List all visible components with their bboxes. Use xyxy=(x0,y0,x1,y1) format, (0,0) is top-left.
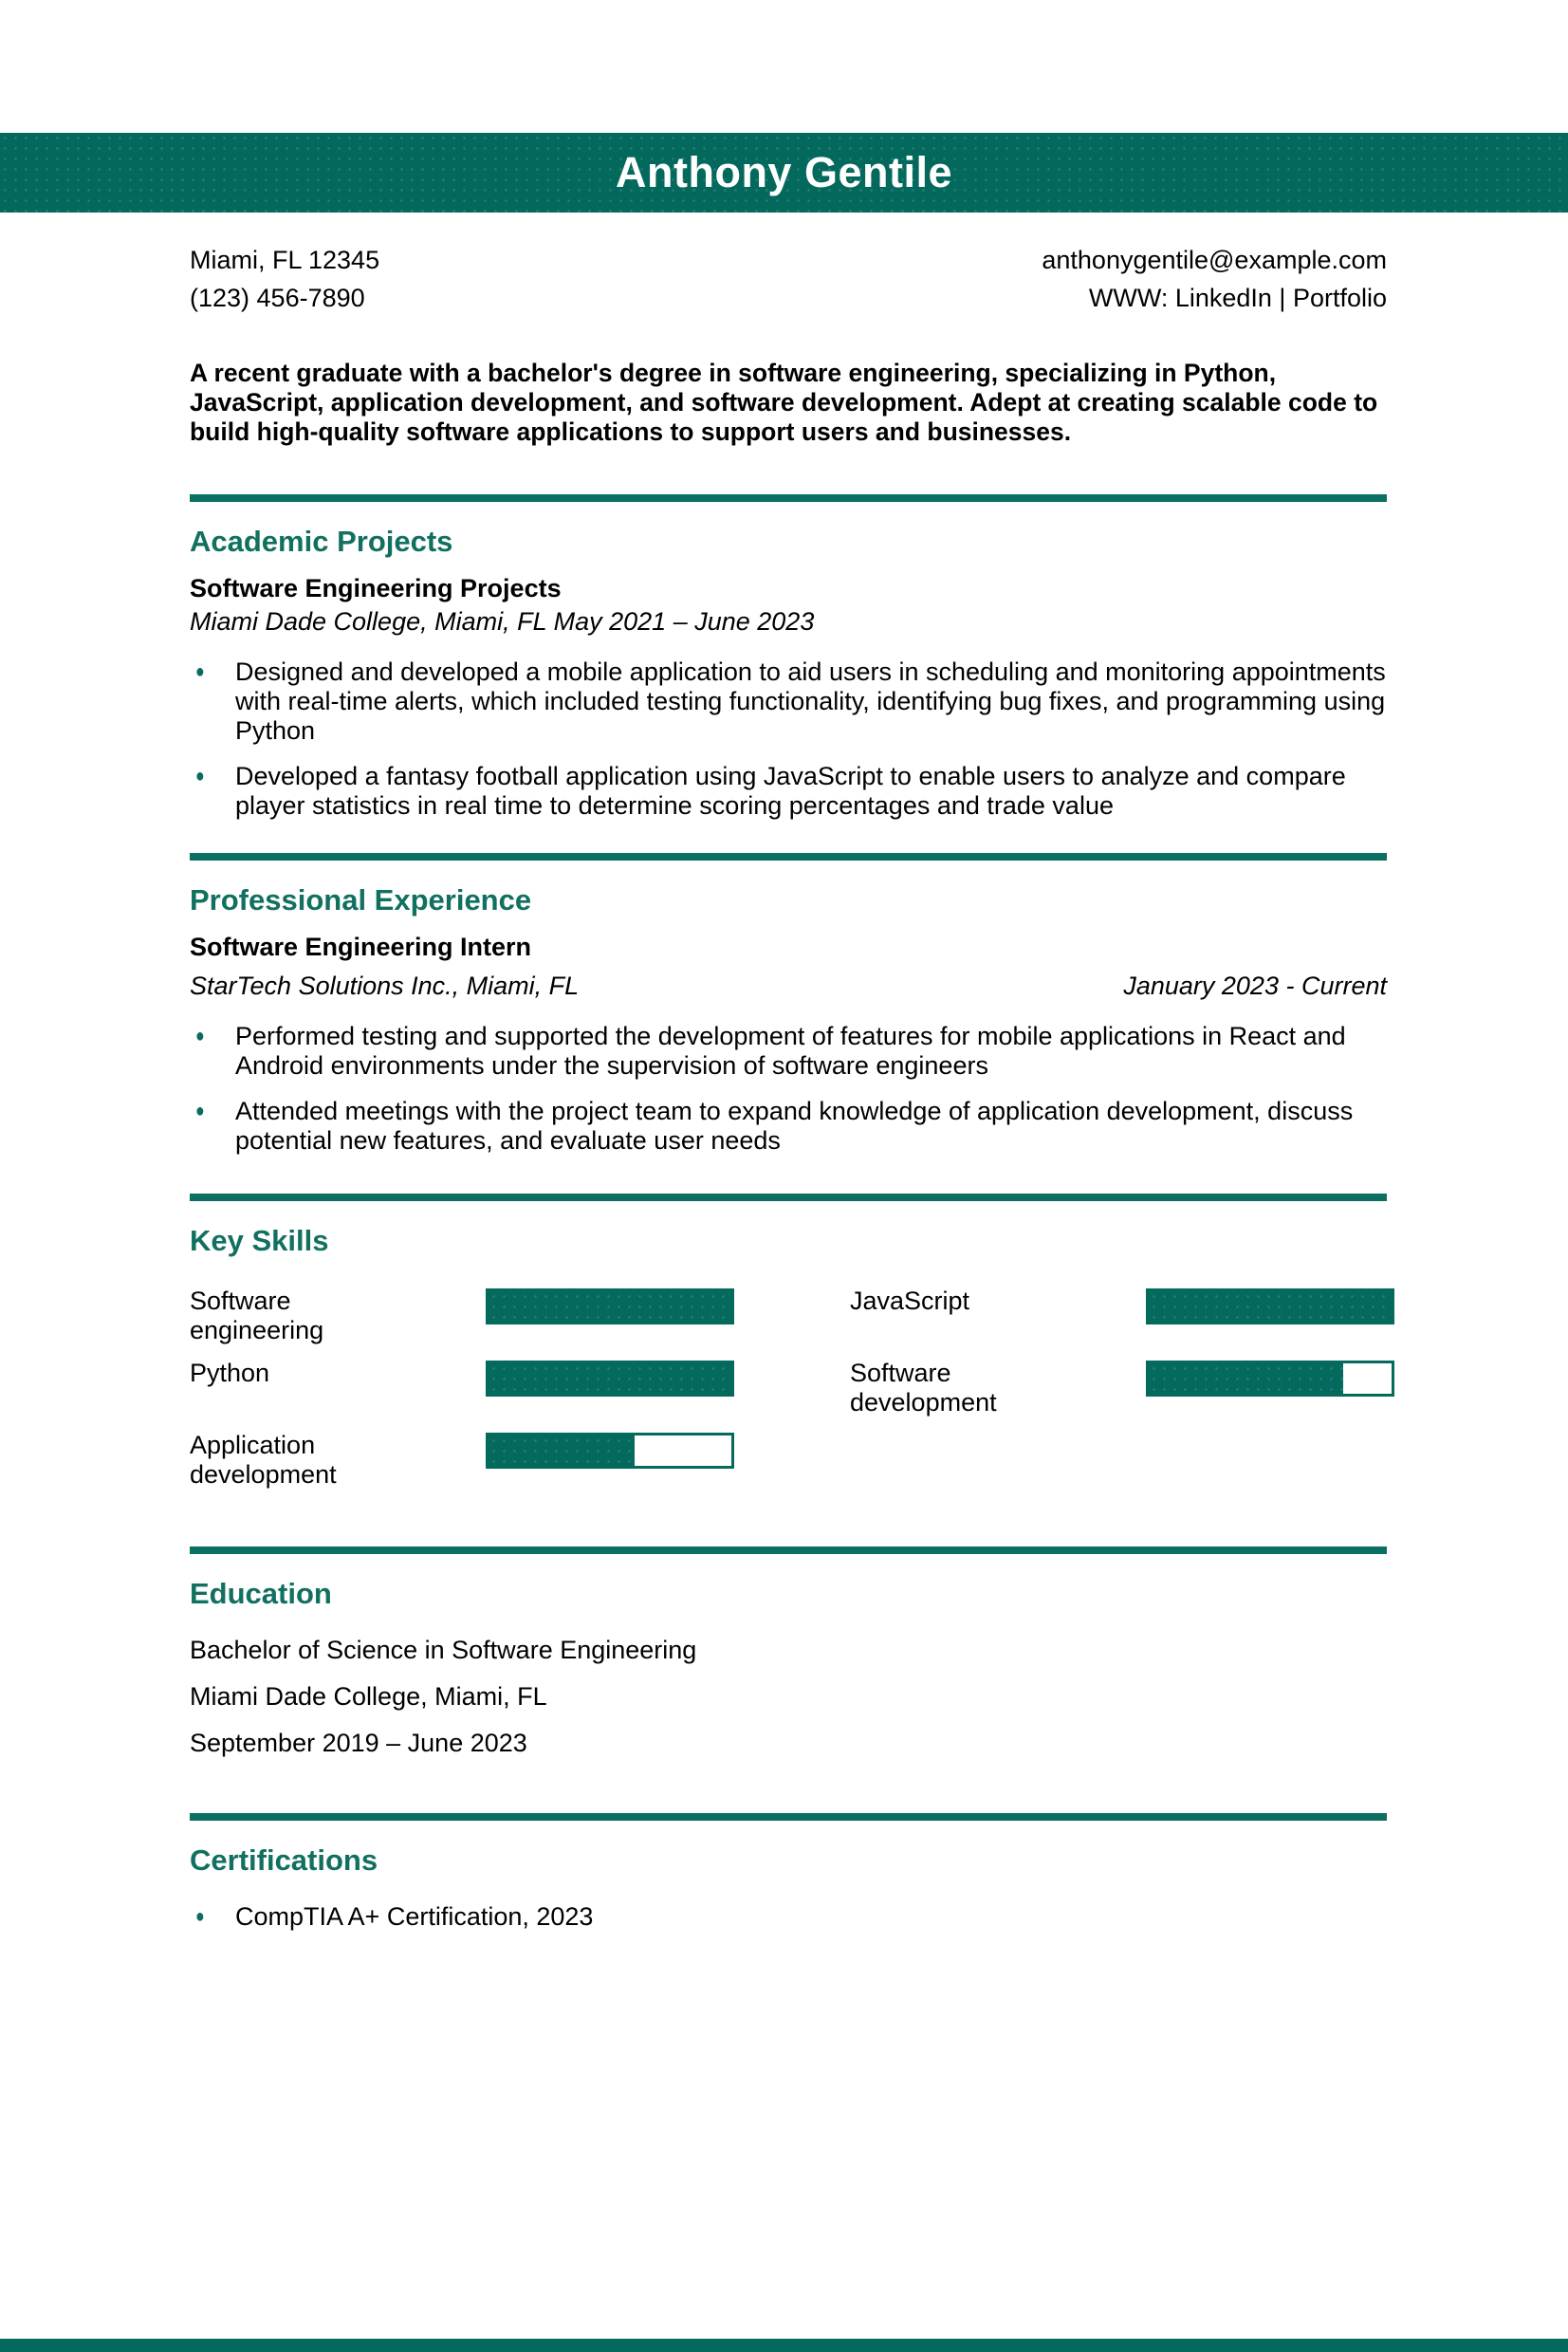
section-divider xyxy=(190,1546,1387,1554)
bullet-icon: ● xyxy=(195,1906,205,1928)
skill-bar xyxy=(1146,1361,1394,1397)
contact-phone: (123) 456-7890 xyxy=(190,284,365,312)
professional-experience-bullets xyxy=(190,1022,1387,1156)
skill-item-empty xyxy=(850,1431,1387,1490)
skills-grid xyxy=(190,1287,1387,1490)
job-company-dates xyxy=(190,972,1387,1001)
summary-paragraph: A recent graduate with a bachelor's degree in software engineering, specializing in Python, JavaScript, application development, and software development. Adept at creating scalable code to build high-quality software applications to support users and businesses. xyxy=(190,359,1378,446)
bullet-icon: ● xyxy=(195,1101,205,1122)
certifications-bullets xyxy=(190,1902,1387,1932)
job-title: Software Engineering Intern xyxy=(190,933,532,961)
skill-label: Application development xyxy=(190,1431,337,1489)
skill-item xyxy=(850,1287,1387,1345)
section-divider xyxy=(190,1194,1387,1201)
project-title: Software Engineering Projects xyxy=(190,574,562,602)
skill-label: Software engineering xyxy=(190,1287,324,1344)
skill-item xyxy=(850,1359,1387,1417)
name-header-band xyxy=(0,133,1568,213)
education-school: Miami Dade College, Miami, FL xyxy=(190,1682,547,1711)
section-divider xyxy=(190,1813,1387,1821)
section-heading-certifications: Certifications xyxy=(190,1843,378,1877)
skill-item xyxy=(190,1287,734,1345)
education-dates: September 2019 – June 2023 xyxy=(190,1729,527,1757)
skill-bar-fill xyxy=(489,1291,731,1322)
list-item xyxy=(190,1902,1387,1932)
education-details xyxy=(190,1636,1387,1758)
bullet-text: Designed and developed a mobile application to aid users in scheduling and monitoring appointments with real-time alerts, which included testing functionality, identifying bug fixes, and programming using Python xyxy=(235,657,1386,745)
academic-projects-bullets xyxy=(190,657,1387,821)
bullet-icon: ● xyxy=(195,1026,205,1047)
footer-accent-band xyxy=(0,2339,1568,2352)
contact-address: Miami, FL 12345 xyxy=(190,246,380,274)
skill-bar-fill xyxy=(489,1363,731,1394)
bullet-icon: ● xyxy=(195,766,205,787)
bullet-text: Developed a fantasy football application using JavaScript to enable users to analyze and compare player statistics in real time to determine scoring percentages and trade value xyxy=(235,762,1346,820)
skill-label: Python xyxy=(190,1359,270,1387)
skill-bar-fill xyxy=(1149,1291,1392,1322)
contact-section xyxy=(190,241,1387,317)
list-item xyxy=(190,1097,1387,1156)
contact-right xyxy=(1042,241,1387,317)
contact-left xyxy=(190,241,379,317)
employment-dates: January 2023 - Current xyxy=(1123,972,1387,1000)
education-degree: Bachelor of Science in Software Engineering xyxy=(190,1636,697,1664)
resume-body xyxy=(0,241,1568,1932)
candidate-name: Anthony Gentile xyxy=(616,148,952,196)
skill-bar-fill xyxy=(1149,1363,1343,1394)
skill-bar xyxy=(486,1288,734,1324)
skill-label: Software development xyxy=(850,1359,997,1417)
section-divider xyxy=(190,494,1387,502)
contact-email[interactable]: anthonygentile@example.com xyxy=(1042,246,1387,274)
section-heading-key-skills: Key Skills xyxy=(190,1224,329,1257)
list-item xyxy=(190,762,1387,821)
bullet-text: Performed testing and supported the development of features for mobile applications in React and Android environments under the supervision of software engineers xyxy=(235,1022,1346,1080)
bullet-text: CompTIA A+ Certification, 2023 xyxy=(235,1902,594,1931)
skill-bar xyxy=(486,1433,734,1469)
project-subtitle: Miami Dade College, Miami, FL May 2021 – June 2023 xyxy=(190,607,815,636)
company-name: StarTech Solutions Inc., Miami, FL xyxy=(190,972,580,1000)
list-item xyxy=(190,657,1387,746)
section-heading-professional-experience: Professional Experience xyxy=(190,883,532,917)
skill-bar xyxy=(486,1361,734,1397)
section-divider xyxy=(190,853,1387,861)
skill-item xyxy=(190,1359,734,1417)
contact-web-links[interactable]: WWW: LinkedIn | Portfolio xyxy=(1088,284,1387,312)
skill-bar xyxy=(1146,1288,1394,1324)
list-item xyxy=(190,1022,1387,1081)
skill-item xyxy=(190,1431,734,1490)
skill-label: JavaScript xyxy=(850,1287,970,1315)
section-heading-academic-projects: Academic Projects xyxy=(190,525,453,558)
section-heading-education: Education xyxy=(190,1577,332,1610)
skill-bar-fill xyxy=(489,1435,635,1466)
bullet-icon: ● xyxy=(195,661,205,683)
bullet-text: Attended meetings with the project team to expand knowledge of application development, discuss potential new features, and evaluate user needs xyxy=(235,1097,1354,1155)
